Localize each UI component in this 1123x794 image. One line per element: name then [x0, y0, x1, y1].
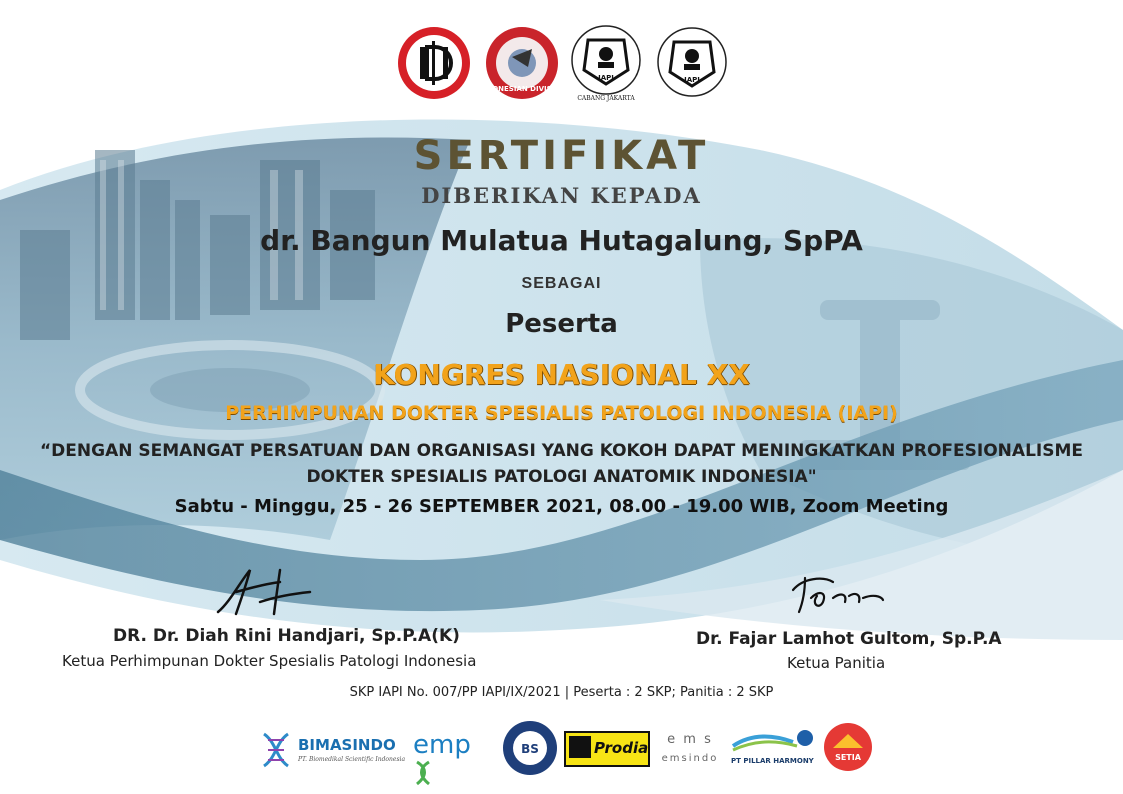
right-signer-name: Dr. Fajar Lamhot Gultom, Sp.P.A	[696, 629, 1002, 649]
as-label: SEBAGAI	[521, 275, 602, 292]
pillar-wave-icon	[731, 726, 817, 752]
sponsor-emp	[413, 730, 493, 764]
sponsor-emsindo	[655, 724, 725, 770]
left-signer-name	[113, 626, 460, 646]
biogen-label: BS	[521, 742, 539, 756]
right-signer-position: Ketua Panitia	[787, 654, 886, 672]
iapi-jakarta-center-text: IAPI	[598, 74, 614, 82]
certificate-title: SERTIFIKAT	[413, 133, 710, 179]
iap-indonesian-division-logo	[477, 25, 567, 101]
organization-name: PERHIMPUNAN DOKTER SPESIALIS PATOLOGI INDONESIA (IAPI)	[225, 402, 898, 424]
setia-label: SETIA	[835, 753, 861, 762]
iapi-jakarta-logo	[568, 22, 644, 104]
theme-line-2: DOKTER SPESIALIS PATOLOGI ANATOMIK INDONESIA"	[306, 467, 817, 487]
left-signer-name-text: DR. Dr. Diah Rini Handjari, Sp.P.A	[113, 626, 432, 646]
left-signer-suffix: (K)	[431, 626, 460, 646]
dna-icon	[256, 730, 296, 770]
sponsor-biogen	[502, 720, 558, 776]
ribbon-icon	[413, 760, 433, 786]
participant-role: Peserta	[505, 309, 618, 339]
bimasindo-sub: PT. Biomedikal Scientific Indonesia	[298, 756, 406, 763]
pillar-label: PT PILLAR HARMONY	[731, 757, 814, 765]
iapi-center-text: IAPI	[684, 76, 700, 84]
emp-label: emp	[413, 730, 471, 760]
iapi-jakarta-bottom-text: CABANG JAKARTA	[577, 95, 635, 102]
sponsor-setia	[823, 722, 873, 772]
emsindo-label: emsindo	[661, 753, 719, 764]
iapi-logo	[654, 22, 730, 104]
idi-logo	[396, 25, 472, 101]
ems-label: e m s	[667, 732, 713, 747]
prodia-label: Prodia	[594, 739, 649, 757]
sponsor-pillar-harmony	[731, 726, 817, 768]
sponsor-bimasindo	[256, 730, 406, 770]
iap-ring-text: INDONESIAN DIVISION	[477, 85, 567, 93]
prodia-mark-icon	[569, 736, 591, 758]
given-to-label: DIBERIKAN KEPADA	[421, 183, 702, 208]
event-title: KONGRES NASIONAL XX	[373, 358, 750, 391]
sponsor-prodia	[564, 731, 650, 767]
event-theme	[0, 438, 1123, 490]
bimasindo-label: BIMASINDO	[298, 736, 396, 754]
event-date: Sabtu - Minggu, 25 - 26 SEPTEMBER 2021, 08.00 - 19.00 WIB, Zoom Meeting	[174, 496, 949, 517]
theme-line-1: “DENGAN SEMANGAT PERSATUAN DAN ORGANISASI YANG KOKOH DAPAT MENINGKATKAN PROFESIONALISME	[39, 441, 1083, 461]
left-signature	[210, 562, 320, 622]
left-signer-position: Ketua Perhimpunan Dokter Spesialis Patologi Indonesia	[62, 652, 477, 670]
skp-info: SKP IAPI No. 007/PP IAPI/IX/2021 | Peserta : 2 SKP; Panitia : 2 SKP	[349, 685, 774, 700]
recipient-name: dr. Bangun Mulatua Hutagalung, SpPA	[260, 224, 863, 257]
right-signature	[783, 568, 893, 618]
